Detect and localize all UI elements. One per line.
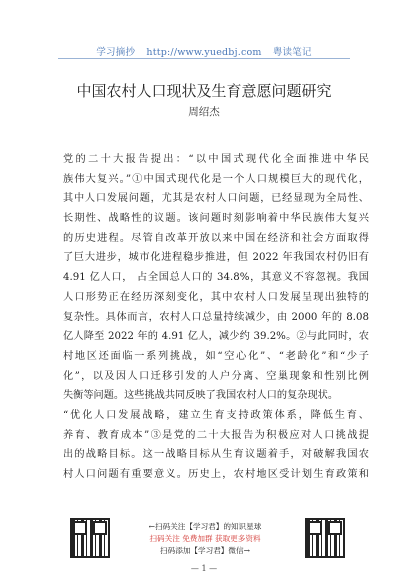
body-line: 失衡等问题。这些挑战共同反映了我国农村人口的复杂现状。 [63,390,339,402]
brand-name: 粤读笔记 [272,47,312,58]
body-line: 出的战略目标。这一战略目标从生育议题着手，对破解我国农 [63,449,369,461]
body-line: 人口形势正在经历深刻变化，其中农村人口发展呈现出独特的 [63,291,369,303]
body-line: 村人口问题有重要意义。历史上，农村地区受计划生育政策和 [63,469,369,480]
body-line: 族伟大复兴。”①中国式现代化是一个人口规模巨大的现代化， [63,173,369,185]
body-line: 4.91 亿人口， 占全国总人口的 34.8%，其意义不容忽视。我国 [63,272,369,284]
site-url[interactable]: http://www.yuedbj.com [146,47,262,58]
page-number: — 1 — [190,564,218,573]
body-line: 的历史进程。尽管自改革开放以来中国在经济和社会方面取得 [63,232,369,244]
page-header [0,44,408,58]
body-line: 复杂性。具体而言，农村人口总量持续减少，由 2000 年的 8.08 [63,311,369,323]
body-line: 其中人口发展问题，尤其是农村人口问题，已经显现为全局性、 [63,193,369,205]
promo-line-1: ←扫码关注【学习君】的知识星球 [148,522,262,531]
article-title: 中国农村人口现状及生育意愿问题研究 [76,82,332,100]
body-line: “优化人口发展战略，建立生育支持政策体系，降低生育、 [63,409,369,421]
promo-line-2: 扫码关注 免费加群 获取更多资料 [149,534,261,543]
site-name: 学习摘抄 [96,47,136,58]
body-line: 党的二十大报告提出：“以中国式现代化全面推进中华民 [63,154,369,165]
qr-code-icon[interactable] [305,518,345,558]
body-line: 长期性、战略性的议题。该问题时刻影响着中华民族伟大复兴 [63,213,369,225]
article-body [63,150,369,485]
header-divider [58,58,350,59]
body-line: 了巨大进步，城市化进程稳步推进，但 2022 年我国农村仍旧有 [63,252,369,264]
body-line: 养育、教育成本”③是党的二十大报告为积极应对人口挑战提 [63,429,369,441]
article-author: 周绍杰 [188,106,220,118]
body-line: 化”，以及因人口迁移引发的人户分离、空巢现象和性别比例 [63,370,369,382]
body-line: 亿人降至 2022 年的 4.91 亿人，减少约 39.2%。②与此同时，农 [63,331,369,343]
promo-line-3: 扫码添加【学习君】微信→ [160,546,250,555]
body-line: 村地区还面临一系列挑战，如“空心化”、“老龄化”和“少子 [63,350,369,362]
page-footer [0,518,408,580]
qr-code-icon[interactable] [70,518,110,558]
promo-text [120,521,290,557]
